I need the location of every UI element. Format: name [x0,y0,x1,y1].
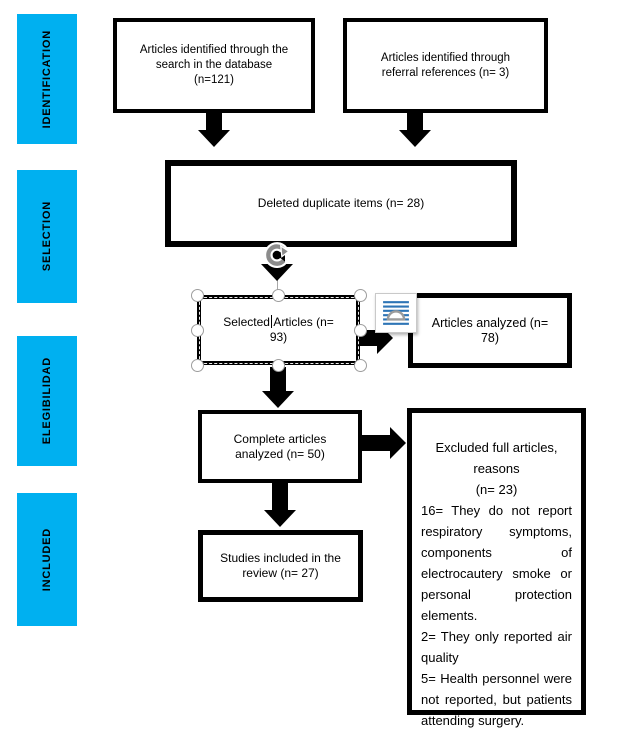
excluded-heading-line: reasons [473,461,520,476]
box-text-line: Complete articles [233,431,327,446]
arrow-head [399,130,431,147]
selection-handle-top-left[interactable] [191,289,204,302]
box-text-line: Articles analyzed (n= [431,315,549,330]
box-studies-included[interactable] [198,530,363,602]
arrow-referral-to-dedup[interactable] [399,112,431,147]
selection-handle-top-right[interactable] [354,289,367,302]
stage-bar-identification[interactable] [17,14,77,144]
arrow-database-to-dedup[interactable] [198,112,230,147]
selection-handle-middle-right[interactable] [354,324,367,337]
box-text-segment: Selected [223,315,270,329]
box-selected-articles[interactable] [197,295,360,365]
stage-bar-selection[interactable] [17,170,77,303]
arrow-shaft [407,112,423,130]
box-identified-database[interactable] [113,18,315,113]
box-identified-referral[interactable] [343,18,548,113]
excluded-reason: 5= Health personnel were not reported, but patients attending surgery. [421,671,572,728]
layout-options-icon [382,299,410,327]
selection-handle-bottom-middle[interactable] [272,359,285,372]
arrow-shaft [362,435,390,451]
box-text-line: Deleted duplicate items (n= 28) [257,196,425,210]
box-deleted-duplicates[interactable] [165,160,517,247]
box-text-line: Studies included in the [220,551,341,565]
layout-options-button[interactable] [375,293,417,333]
box-text-line: Articles identified through the [139,44,289,56]
arrow-head [264,510,296,527]
arrow-selected-to-complete[interactable] [262,367,294,408]
box-text-line: referral references (n= 3) [381,66,510,79]
box-text-line: analyzed (n= 50) [235,446,325,461]
box-text-line: search in the database [155,59,273,71]
stage-label-elegibilidad: ELEGIBILIDAD [41,357,53,445]
box-text-line: Articles identified through [380,51,511,64]
selection-handle-middle-left[interactable] [191,324,204,337]
excluded-heading-line: Excluded full articles, [435,440,558,455]
box-text-line: (n=121) [194,74,234,86]
selection-handle-top-middle[interactable] [272,289,285,302]
stage-bar-included[interactable] [17,493,77,626]
excluded-heading-line: (n= 23) [475,482,518,497]
arrow-head [390,427,406,459]
rotate-handle-icon[interactable] [263,240,291,268]
excluded-reason: 16= They do not report respiratory symptoms, components of electrocautery smoke or personal protection elements. [421,503,572,623]
selection-handle-bottom-left[interactable] [191,359,204,372]
box-text-line: review (n= 27) [242,566,319,580]
arrow-complete-to-included[interactable] [264,483,296,527]
box-complete-articles[interactable] [198,410,362,483]
box-text-segment: Articles (n= [273,315,334,329]
box-text-line: 78) [480,330,500,345]
stage-label-identification: IDENTIFICATION [41,29,53,129]
box-excluded-reasons[interactable] [407,408,586,728]
box-articles-analyzed[interactable] [408,293,572,368]
arrow-shaft [272,483,288,510]
excluded-reason: 2= They only reported air quality [421,629,572,665]
arrow-complete-to-excluded[interactable] [362,427,406,459]
stage-bar-elegibilidad[interactable] [17,336,77,466]
arrow-head [262,391,294,408]
arrow-head [198,130,230,147]
stage-label-selection: SELECTION [41,201,53,272]
stage-label-included: INCLUDED [41,527,53,592]
arrow-shaft [206,112,222,130]
box-text-line: 93) [269,330,288,344]
box-text-line [223,315,334,330]
selection-handle-bottom-right[interactable] [354,359,367,372]
